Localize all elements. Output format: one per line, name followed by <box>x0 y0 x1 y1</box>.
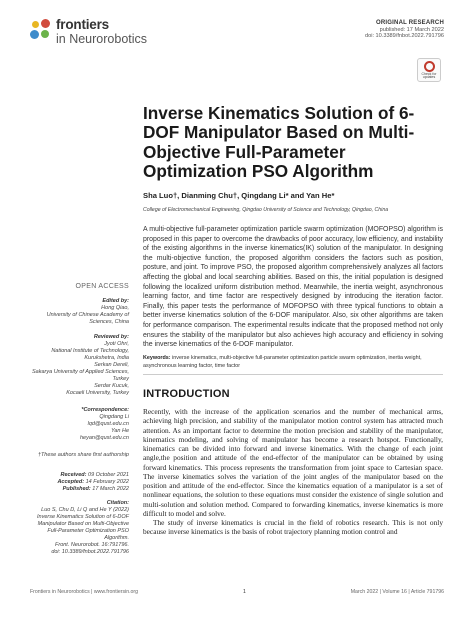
published-line: published: 17 March 2022 <box>379 26 444 33</box>
journal-logo <box>30 18 147 45</box>
introduction-paragraph: Recently, with the increase of the application scenarios and the number of mechanical arms, achieving high precision, and stability of the manipulator motion control system has attracted much attention. As an important factor to determine the motion precision and stability of the manipulator, kinematics modeling, and solving of manipulator has become a research hotspot. Functionally, kinematics can be divided into forward and inverse kinematics. With the change of each joint angle,the position and attitude of the end-effector of the manipulator can be obtained by using forward kinematics. This process represents the transformation from joint space to Cartesian space. The inverse kinematics solves the variation of the joint angles of the manipulator based on the position and attitude of the end-effector. Since the kinematics equation of a manipulator is a set of nonlinear equations, the solution to these equations must consider the existence of single solution and multi-solution and solution method. Compared to forwarding kinematics, inverse kinematics is more difficult to model and solve. <box>143 407 443 518</box>
author-list: Sha Luo†, Dianming Chu†, Qingdang Li* and Yan He* <box>143 191 335 200</box>
keywords-list: inverse kinematics, multi-objective full-parameter optimization particle swarm optimization, inertia weight, asynchronous learning factor, time factor <box>143 355 422 369</box>
keywords-label: Keywords: <box>143 355 171 361</box>
edited-by-label: Edited by: <box>102 298 129 304</box>
article-title: Inverse Kinematics Solution of 6-DOF Manipulator Based on Multi-Objective Full-Parameter Optimization PSO Algorithm <box>143 103 415 182</box>
dates-block <box>30 472 129 493</box>
equal-contribution-text: †These authors share first authorship <box>37 452 129 458</box>
doi-link[interactable]: doi: 10.3389/fnbot.2022.791796 <box>364 33 444 40</box>
equal-contribution-note <box>30 452 129 459</box>
edited-by-block <box>30 298 129 326</box>
article-type: ORIGINAL RESEARCH <box>376 20 444 26</box>
received-date: 09 October 2021 <box>88 472 129 478</box>
check-for-updates-button[interactable] <box>417 58 441 82</box>
accepted-label: Accepted: <box>57 479 85 485</box>
published-label: Published: <box>62 486 91 492</box>
section-divider <box>143 374 443 375</box>
logo-journal-text: in Neurorobotics <box>56 31 148 46</box>
citation-doi[interactable]: doi: 10.3389/fnbot.2022.791796 <box>51 549 129 555</box>
correspondent-email[interactable]: heyan@qust.edu.cn <box>79 435 129 441</box>
open-access-label: OPEN ACCESS <box>75 283 129 290</box>
editor-name: Hong Qiao, <box>101 305 129 311</box>
introduction-paragraph: The study of inverse kinematics is crucial in the field of robotics research. This is not only because inverse kinematics is the basis of robot trajectory planning motion control and <box>143 518 443 537</box>
abstract-text: A multi-objective full-parameter optimization particle swarm optimization (MOFOPSO) algorithm is proposed in this paper to overcome the drawbacks of poor accuracy, low efficiency, and instability of the existing algorithms in the inverse kinematics(IK) solution of the manipulator. In designing the multi-objective function, the proposed algorithm considers the factors such as position, posture, and joint. To improve PSO, the proposed algorithm comprehensively analyzes all factors affecting the global and local searching abilities. Based on this, the initial population is designed following the localized uniform distribution method. Meanwhile, the inertia weight, asynchronous learning factor, and time factor are respectively designed by introducing the iteration factor. Finally, this paper tests the performance of MOFOPSO with three typical functions to obtain a better inverse kinematics solution of the 6-DOF manipulator. Also, six other algorithms are taken for performance comparison. The experimental results indicate that the proposed method not only ensures the stability of the manipulator but also achieves high accuracy and efficiency in solving the inverse kinematics of the 6-DOF manipulator. <box>143 226 443 349</box>
page-number: 1 <box>242 589 246 595</box>
reviewer-affiliation: National Institute of Technology, Kurukshetra, India <box>51 348 129 361</box>
correspondent-name: Qingdang Li <box>99 414 129 420</box>
correspondence-block <box>30 407 129 442</box>
correspondence-label: *Correspondence: <box>81 407 129 413</box>
citation-label: Citation: <box>106 500 129 506</box>
page-footer <box>30 589 444 595</box>
citation-journal: Front. Neurorobot. 16:791796. <box>55 542 129 548</box>
citation-block <box>30 500 129 556</box>
correspondent-name: Yan He <box>111 428 129 434</box>
received-label: Received: <box>60 472 87 478</box>
published-date: 17 March 2022 <box>92 486 129 492</box>
check-updates-icon <box>424 61 435 72</box>
reviewer-affiliation: Sakarya University of Applied Sciences, Turkey <box>31 369 129 382</box>
reviewer-name: Serkan Dereli, <box>94 362 129 368</box>
author-affiliation: College of Electromechanical Engineering, Qingdao University of Science and Technology, Qingdao, China <box>143 207 389 213</box>
reviewed-by-block <box>30 334 129 397</box>
accepted-date-row <box>30 479 129 486</box>
footer-issue-info: March 2022 | Volume 16 | Article 791796 <box>350 589 444 595</box>
editor-affiliation: University of Chinese Academy of Sciences, China <box>46 312 129 325</box>
frontiers-logo-icon <box>30 19 52 41</box>
keywords <box>143 354 443 370</box>
logo-brand-text: frontiers <box>56 17 109 32</box>
published-date-row <box>30 486 129 493</box>
citation-text: Luo S, Chu D, Li Q and He Y (2022) Inverse Kinematics Solution of 6-DOF Manipulator Based on Multi-Objective Full-Parameter Optimization PSO Algorithm. <box>36 507 129 541</box>
check-updates-label: Check for updates <box>421 71 437 79</box>
introduction-body <box>143 407 443 537</box>
article-header-meta <box>365 20 444 40</box>
reviewed-by-label: Reviewed by: <box>93 334 129 340</box>
reviewer-name: Serdar Kucuk, <box>94 383 129 389</box>
correspondent-email[interactable]: lqd@qust.edu.cn <box>87 421 129 427</box>
reviewer-affiliation: Kocaeli University, Turkey <box>66 390 129 396</box>
section-heading-introduction: INTRODUCTION <box>143 388 230 400</box>
received-date-row <box>30 472 129 479</box>
footer-journal-link[interactable]: Frontiers in Neurorobotics | www.frontiersin.org <box>30 589 139 595</box>
accepted-date: 14 February 2022 <box>85 479 129 485</box>
reviewer-name: Jyoti Ohri, <box>104 341 129 347</box>
